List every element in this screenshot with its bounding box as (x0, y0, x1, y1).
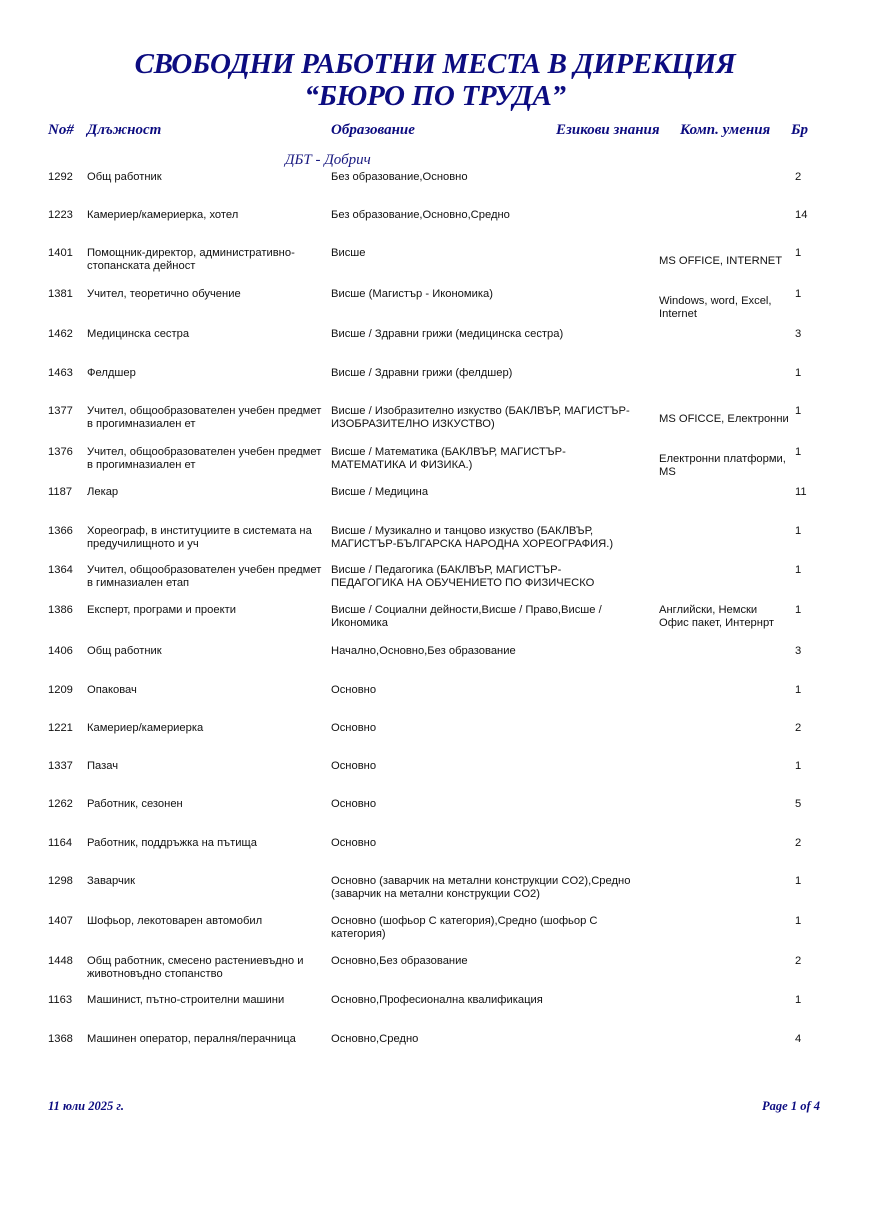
job-education: Висше / Здравни грижи (фелдшер) (331, 367, 513, 379)
job-count: 4 (795, 1033, 802, 1045)
job-number: 1377 (48, 405, 73, 417)
job-position: Лекар (87, 486, 119, 498)
job-number: 1407 (48, 915, 73, 927)
job-position: Експерт, програми и проекти (87, 604, 236, 616)
column-header-count: Бр (791, 122, 809, 138)
job-education: Основно,Средно (331, 1033, 419, 1045)
job-number: 1463 (48, 367, 73, 379)
footer-page-number: Page 1 of 4 (762, 1099, 820, 1113)
job-number: 1292 (48, 171, 73, 183)
job-number: 1163 (48, 994, 73, 1006)
job-position: Учител, общообразователен учебен предмет в прогимназиален ет (87, 405, 322, 430)
job-number: 1221 (48, 722, 73, 734)
job-position: Учител, теоретично обучение (87, 288, 241, 300)
skills-text: Windows, word, Excel, Internet (659, 295, 772, 320)
job-number: 1381 (48, 288, 73, 300)
job-count: 1 (795, 760, 802, 772)
job-count: 1 (795, 875, 802, 887)
job-position: Машинен оператор, пералня/перачница (87, 1033, 296, 1045)
job-education: Основно (331, 760, 377, 772)
job-count: 2 (795, 171, 802, 183)
job-count: 14 (795, 209, 808, 221)
skills-text: Английски, Немски Офис пакет, Интернрт (659, 604, 775, 629)
job-number: 1448 (48, 955, 73, 967)
job-education: Основно (331, 837, 377, 849)
department-label: ДБТ - Добрич (285, 152, 371, 168)
skills-text: Електронни платформи, MS (659, 453, 786, 478)
job-count: 1 (795, 288, 802, 300)
job-position: Фелдшер (87, 367, 136, 379)
job-education: Висше / Изобразително изкуство (БАКЛВЪР, МАГИСТЪР-ИЗОБРАЗИТЕЛНО ИЗКУСТВО) (331, 405, 630, 430)
job-number: 1401 (48, 247, 73, 259)
job-count: 1 (795, 684, 802, 696)
job-education: Основно (заварчик на метални конструкции CO2),Средно (заварчик на метални конструкции CO2) (331, 875, 631, 900)
job-position: Общ работник (87, 645, 162, 657)
job-number: 1223 (48, 209, 73, 221)
job-position: Общ работник (87, 171, 162, 183)
job-position: Работник, сезонен (87, 798, 183, 810)
job-number: 1298 (48, 875, 73, 887)
job-count: 3 (795, 328, 802, 340)
job-education: Висше (331, 247, 366, 259)
job-position: Машинист, пътно-строителни машини (87, 994, 285, 1006)
column-header-no: No# (48, 122, 74, 138)
job-education: Без образование,Основно,Средно (331, 209, 510, 221)
job-number: 1366 (48, 525, 73, 537)
job-position: Хореограф, в институциите в системата на предучилищното и уч (87, 525, 312, 550)
job-position: Камериер/камериерка, хотел (87, 209, 239, 221)
job-count: 1 (795, 367, 802, 379)
job-count: 1 (795, 446, 802, 458)
job-education: Висше / Медицина (331, 486, 429, 498)
job-position: Пазач (87, 760, 119, 772)
job-education: Основно,Професионална квалификация (331, 994, 543, 1006)
job-count: 1 (795, 564, 802, 576)
job-count: 5 (795, 798, 802, 810)
job-count: 11 (795, 486, 807, 498)
job-count: 1 (795, 604, 802, 616)
footer-date: 11 юли 2025 г. (48, 1099, 124, 1113)
column-header-languages: Езикови знания (556, 122, 660, 138)
title-line-2: “БЮРО ПО ТРУДА” (304, 80, 566, 112)
job-education: Висше (Магистър - Икономика) (331, 288, 493, 300)
job-position: Общ работник, смесено растениевъдно и животновъдно стопанство (87, 955, 304, 980)
job-count: 1 (795, 247, 802, 259)
job-count: 2 (795, 722, 802, 734)
job-position: Работник, поддръжка на пътища (87, 837, 257, 849)
job-number: 1462 (48, 328, 73, 340)
job-education: Висше / Здравни грижи (медицинска сестра) (331, 328, 564, 340)
job-number: 1337 (48, 760, 73, 772)
job-education: Висше / Музикално и танцово изкуство (БАКЛВЪР, МАГИСТЪР-БЪЛГАРСКА НАРОДНА ХОРЕОГРАФИЯ.) (331, 525, 614, 550)
job-number: 1164 (48, 837, 73, 849)
job-position: Учител, общообразователен учебен предмет в прогимназиален ет (87, 446, 322, 471)
job-count: 3 (795, 645, 802, 657)
job-education: Основно (331, 722, 377, 734)
job-position: Камериер/камериерка (87, 722, 204, 734)
job-education: Начално,Основно,Без образование (331, 645, 516, 657)
column-header-position: Длъжност (87, 122, 162, 138)
job-position: Учител, общообразователен учебен предмет в гимназиален етап (87, 564, 322, 589)
job-position: Помощник-директор, административно-стопанската дейност (87, 247, 295, 272)
job-count: 1 (795, 525, 802, 537)
job-count: 2 (795, 955, 802, 967)
title-line-1: СВОБОДНИ РАБОТНИ МЕСТА В ДИРЕКЦИЯ (134, 48, 736, 80)
job-number: 1209 (48, 684, 73, 696)
job-position: Медицинска сестра (87, 328, 190, 340)
skills-text: MS OFICCE, Електронни (659, 413, 789, 425)
job-count: 1 (795, 915, 802, 927)
job-education: Основно,Без образование (331, 955, 468, 967)
job-count: 2 (795, 837, 802, 849)
job-number: 1187 (48, 486, 73, 498)
job-education: Основно (шофьор С категория),Средно (шофьор С категория) (331, 915, 598, 940)
job-education: Висше / Социални дейности,Висше / Право,Висше / Икономика (331, 604, 602, 629)
job-number: 1262 (48, 798, 73, 810)
job-count: 1 (795, 994, 802, 1006)
job-number: 1376 (48, 446, 73, 458)
job-number: 1406 (48, 645, 73, 657)
job-education: Без образование,Основно (331, 171, 468, 183)
job-position: Опаковач (87, 684, 137, 696)
job-education: Висше / Математика (БАКЛВЪР, МАГИСТЪР-МАТЕМАТИКА И ФИЗИКА.) (331, 446, 566, 471)
job-number: 1368 (48, 1033, 73, 1045)
job-education: Основно (331, 684, 377, 696)
job-education: Висше / Педагогика (БАКЛВЪР, МАГИСТЪР-ПЕДАГОГИКА НА ОБУЧЕНИЕТО ПО ФИЗИЧЕСКО (331, 564, 595, 589)
job-number: 1364 (48, 564, 73, 576)
skills-text: MS OFFICE, INTERNET (659, 255, 783, 267)
column-header-computer-skills: Комп. умения (680, 122, 771, 138)
job-position: Шофьор, лекотоварен автомобил (87, 915, 263, 927)
job-education: Основно (331, 798, 377, 810)
job-count: 1 (795, 405, 802, 417)
column-header-education: Образование (331, 122, 415, 138)
job-number: 1386 (48, 604, 73, 616)
job-position: Заварчик (87, 875, 135, 887)
